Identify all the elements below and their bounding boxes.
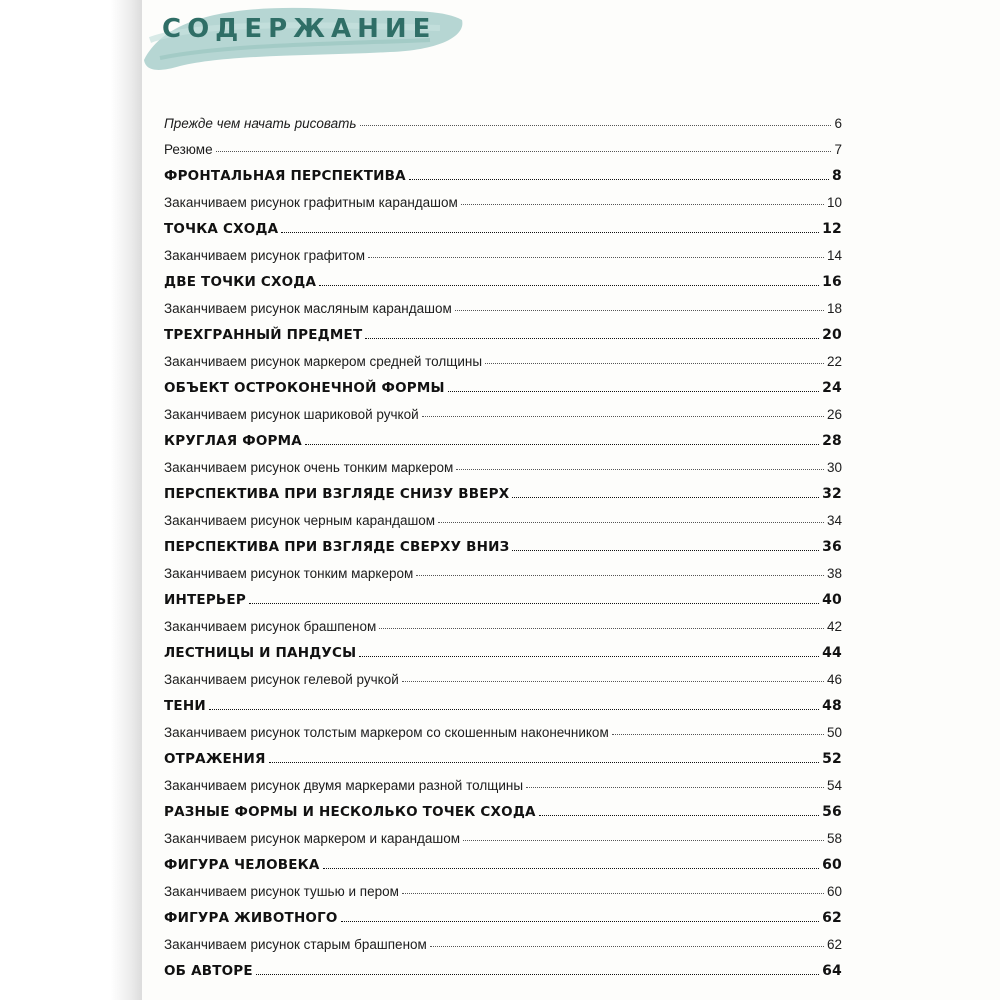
toc-subsection-row [164, 131, 842, 158]
toc-chapter-row [164, 369, 842, 396]
toc-entry-title: Заканчиваем рисунок тонким маркером [164, 566, 414, 581]
toc-page-number: 16 [822, 273, 842, 290]
toc-page-number: 22 [826, 354, 842, 369]
toc-entry-title: ЛЕСТНИЦЫ И ПАНДУСЫ [164, 644, 357, 661]
toc-entry-title: Заканчиваем рисунок графитом [164, 248, 366, 263]
toc-subsection-row [164, 767, 842, 794]
toc-page-number: 8 [832, 167, 842, 184]
toc-entry-title: ТЕНИ [164, 697, 206, 714]
toc-subsection-row [164, 449, 842, 476]
toc-page-number: 14 [826, 248, 842, 263]
heading-block [140, 0, 470, 78]
toc-chapter-row [164, 687, 842, 714]
dot-leader [323, 868, 820, 869]
toc-entry-title: КРУГЛАЯ ФОРМА [164, 432, 302, 449]
toc-chapter-row [164, 263, 842, 290]
toc-page-number: 28 [822, 432, 842, 449]
dot-leader [456, 469, 824, 470]
toc-page-number: 34 [826, 513, 842, 528]
dot-leader [402, 893, 824, 894]
toc-subsection-row [164, 237, 842, 264]
toc-entry-title: ФИГУРА ЧЕЛОВЕКА [164, 856, 320, 873]
dot-leader [512, 550, 819, 551]
toc-page-number: 58 [826, 831, 842, 846]
toc-entry-title: Заканчиваем рисунок масляным карандашом [164, 301, 452, 316]
toc-subsection-row [164, 926, 842, 953]
dot-leader [256, 974, 819, 975]
toc-entry-title: ПЕРСПЕКТИВА ПРИ ВЗГЛЯДЕ СНИЗУ ВВЕРХ [164, 485, 510, 502]
toc-entry-title: Заканчиваем рисунок брашпеном [164, 619, 377, 634]
toc-chapter-row [164, 316, 842, 343]
toc-subsection-row [164, 555, 842, 582]
toc-page-number: 62 [826, 937, 842, 952]
toc-entry-title: Заканчиваем рисунок графитным карандашом [164, 195, 458, 210]
toc-entry-title: Заканчиваем рисунок гелевой ручкой [164, 672, 399, 687]
dot-leader [485, 363, 824, 364]
toc-page-number: 64 [822, 962, 842, 979]
toc-page-number: 10 [826, 195, 842, 210]
dot-leader [455, 310, 824, 311]
toc-entry-title: Заканчиваем рисунок маркером и карандашом [164, 831, 461, 846]
toc-entry-title: Заканчиваем рисунок маркером средней толщины [164, 354, 483, 369]
toc-entry-title: Заканчиваем рисунок черным карандашом [164, 513, 436, 528]
toc-page-number: 46 [826, 672, 842, 687]
toc-page-number: 54 [826, 778, 842, 793]
dot-leader [438, 522, 824, 523]
toc-entry-title: ТОЧКА СХОДА [164, 220, 279, 237]
toc-page-number: 60 [826, 884, 842, 899]
toc-subsection-row [164, 396, 842, 423]
toc-entry-title: ИНТЕРЬЕР [164, 591, 246, 608]
toc-chapter-row [164, 581, 842, 608]
toc-entry-title: Заканчиваем рисунок толстым маркером со скошенным наконечником [164, 725, 609, 740]
toc-subsection-row [164, 820, 842, 847]
page-title: СОДЕРЖАНИЕ [162, 14, 437, 44]
toc-entry-title: Заканчиваем рисунок двумя маркерами разной толщины [164, 778, 524, 793]
toc-page-number: 12 [822, 220, 842, 237]
toc-entry-title: Заканчиваем рисунок шариковой ручкой [164, 407, 419, 422]
toc-entry-title: Резюме [164, 142, 213, 157]
toc-chapter-row [164, 528, 842, 555]
dot-leader [281, 232, 819, 233]
toc-page-number: 60 [822, 856, 842, 873]
toc-subsection-row [164, 661, 842, 688]
dot-leader [341, 921, 820, 922]
toc-page-number: 42 [826, 619, 842, 634]
table-of-contents [164, 104, 842, 979]
toc-page-number: 18 [826, 301, 842, 316]
toc-chapter-row [164, 634, 842, 661]
toc-entry-title: ОБ АВТОРЕ [164, 962, 253, 979]
toc-subsection-row [164, 873, 842, 900]
dot-leader [422, 416, 824, 417]
toc-page-number: 50 [826, 725, 842, 740]
toc-page-number: 62 [822, 909, 842, 926]
toc-page-number: 44 [822, 644, 842, 661]
toc-chapter-row [164, 899, 842, 926]
toc-chapter-row [164, 793, 842, 820]
toc-page-number: 32 [822, 485, 842, 502]
dot-leader [305, 444, 819, 445]
dot-leader [249, 603, 819, 604]
dot-leader [360, 125, 832, 126]
toc-entry-title: РАЗНЫЕ ФОРМЫ И НЕСКОЛЬКО ТОЧЕК СХОДА [164, 803, 536, 820]
dot-leader [461, 204, 824, 205]
dot-leader [409, 179, 829, 180]
dot-leader [539, 815, 819, 816]
dot-leader [209, 709, 819, 710]
toc-page-number: 30 [826, 460, 842, 475]
book-spine-shadow [0, 0, 142, 1000]
toc-page-number: 36 [822, 538, 842, 555]
toc-entry-title: ОТРАЖЕНИЯ [164, 750, 266, 767]
toc-entry-title: Прежде чем начать рисовать [164, 115, 357, 131]
toc-entry-title: ТРЕХГРАННЫЙ ПРЕДМЕТ [164, 326, 363, 343]
toc-page-number: 56 [822, 803, 842, 820]
toc-chapter-row [164, 210, 842, 237]
toc-chapter-row [164, 422, 842, 449]
dot-leader [416, 575, 824, 576]
toc-entry-title: ФРОНТАЛЬНАЯ ПЕРСПЕКТИВА [164, 167, 406, 184]
toc-page-number: 6 [834, 115, 842, 131]
dot-leader [216, 151, 832, 152]
toc-subsection-row [164, 343, 842, 370]
dot-leader [612, 734, 824, 735]
toc-subsection-row [164, 184, 842, 211]
toc-chapter-row [164, 952, 842, 979]
toc-chapter-row [164, 740, 842, 767]
dot-leader [526, 787, 824, 788]
toc-entry-title: Заканчиваем рисунок старым брашпеном [164, 937, 427, 952]
toc-page-number: 48 [822, 697, 842, 714]
toc-subsection-row [164, 502, 842, 529]
toc-subsection-row [164, 608, 842, 635]
toc-chapter-row [164, 475, 842, 502]
dot-leader [368, 257, 824, 258]
toc-subsection-row [164, 290, 842, 317]
dot-leader [269, 762, 820, 763]
toc-page-number: 7 [834, 142, 842, 157]
toc-page-number: 24 [822, 379, 842, 396]
toc-entry-title: ФИГУРА ЖИВОТНОГО [164, 909, 338, 926]
toc-page-number: 40 [822, 591, 842, 608]
toc-page-number: 20 [822, 326, 842, 343]
toc-entry-title: ДВЕ ТОЧКИ СХОДА [164, 273, 317, 290]
dot-leader [319, 285, 819, 286]
toc-entry-title: Заканчиваем рисунок очень тонким маркером [164, 460, 454, 475]
dot-leader [365, 338, 819, 339]
dot-leader [430, 946, 824, 947]
toc-page-number: 52 [822, 750, 842, 767]
toc-subsection-row [164, 714, 842, 741]
toc-chapter-row [164, 157, 842, 184]
dot-leader [512, 497, 819, 498]
toc-subsection-row [164, 104, 842, 131]
dot-leader [448, 391, 819, 392]
dot-leader [359, 656, 819, 657]
toc-entry-title: ПЕРСПЕКТИВА ПРИ ВЗГЛЯДЕ СВЕРХУ ВНИЗ [164, 538, 510, 555]
dot-leader [463, 840, 824, 841]
toc-entry-title: Заканчиваем рисунок тушью и пером [164, 884, 399, 899]
toc-page-number: 26 [826, 407, 842, 422]
toc-chapter-row [164, 846, 842, 873]
dot-leader [402, 681, 824, 682]
toc-entry-title: ОБЪЕКТ ОСТРОКОНЕЧНОЙ ФОРМЫ [164, 379, 445, 396]
dot-leader [379, 628, 824, 629]
toc-page-number: 38 [826, 566, 842, 581]
